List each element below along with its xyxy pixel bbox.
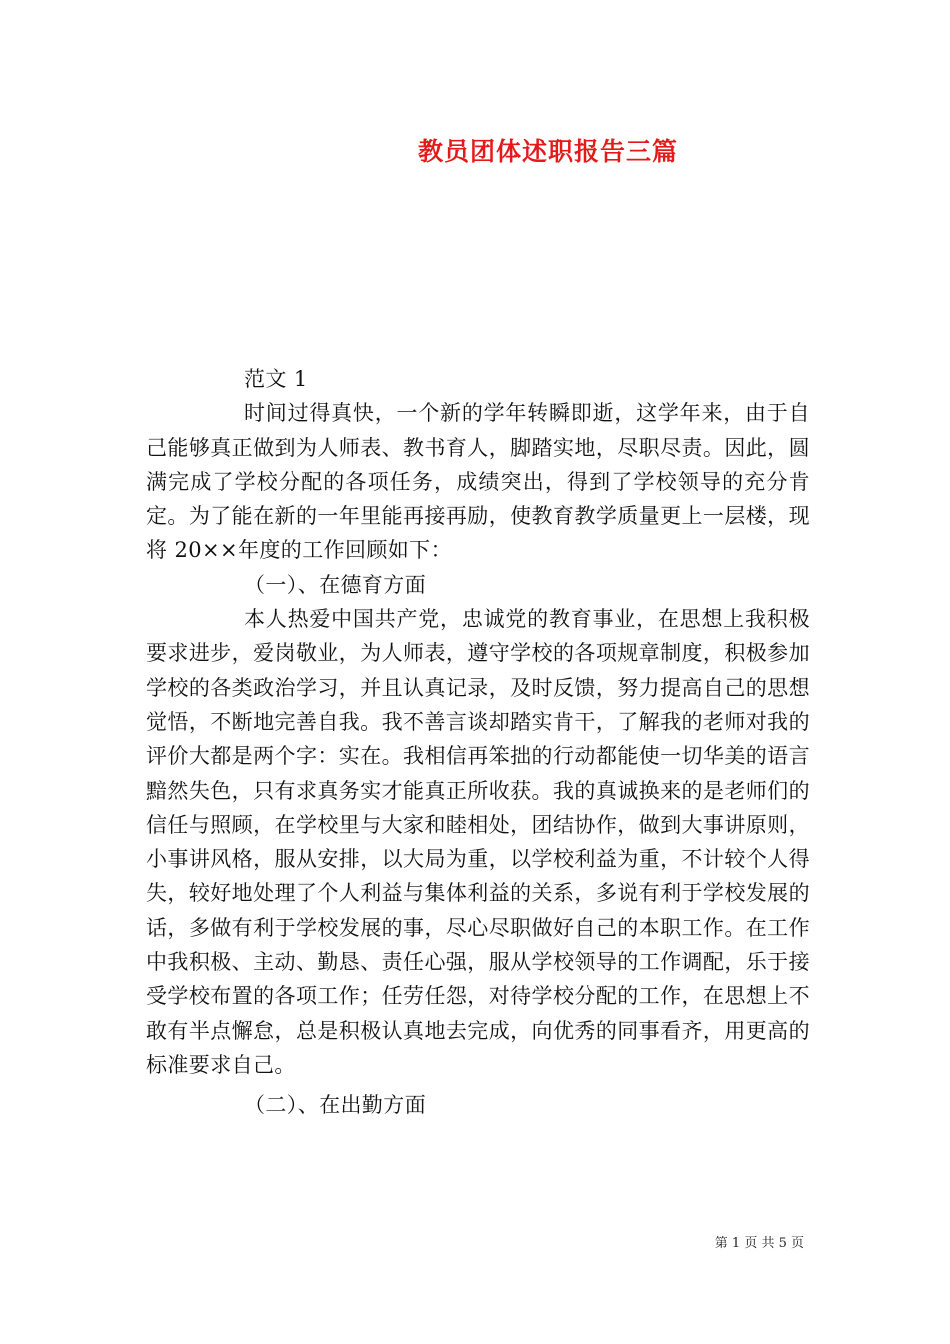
moral-paragraph: 本人热爱中国共产党，忠诚党的教育事业，在思想上我积极要求进步，爱岗敬业，为人师表，遵守学校的各项规章制度，积极参加学校的各类政治学习，并且认真记录，及时反馈，努力提高自己的思想觉悟，不断地完善自我。我不善言谈却踏实肯干，了解我的老师对我的评价大都是两个字：实在。我相信再笨拙的行动都能使一切华美的语言黯然失色，只有求真务实才能真正所收获。我的真诚换来的是老师们的信任与照顾，在学校里与大家和睦相处，团结协作，做到大事讲原则，小事讲风格，服从安排，以大局为重，以学校利益为重，不计较个人得失，较好地处理了个人利益与集体利益的关系，多说有利于学校发展的话，多做有利于学校发展的事，尽心尽职做好自己的本职工作。在工作中我积极、主动、勤恳、责任心强，服从学校领导的工作调配，乐于接受学校布置的各项工作；任劳任怨，对待学校分配的工作，在思想上不敢有半点懈怠，总是积极认真地去完成，向优秀的同事看齐，用更高的标准要求自己。 bbox=[146, 607, 810, 1077]
intro-paragraph: 时间过得真快，一个新的学年转瞬即逝，这学年来，由于自己能够真正做到为人师表、教书育人，脚踏实地，尽职尽责。因此，圆满完成了学校分配的各项任务，成绩突出，得到了学校领导的充分肯定。为了能在新的一年里能再接再励，使教育教学质量更上一层楼，现将 20××年度的工作回顾如下： bbox=[146, 401, 810, 563]
section-label: 范文 1 bbox=[244, 367, 308, 391]
document-title: 教员团体述职报告三篇 bbox=[417, 137, 678, 166]
section-heading-attendance: （二）、在出勤方面 bbox=[244, 1093, 427, 1118]
page-footer: 第 1 页 共 5 页 bbox=[714, 1236, 804, 1251]
section-heading-moral: （一）、在德育方面 bbox=[244, 572, 427, 597]
document-body bbox=[146, 362, 810, 1123]
